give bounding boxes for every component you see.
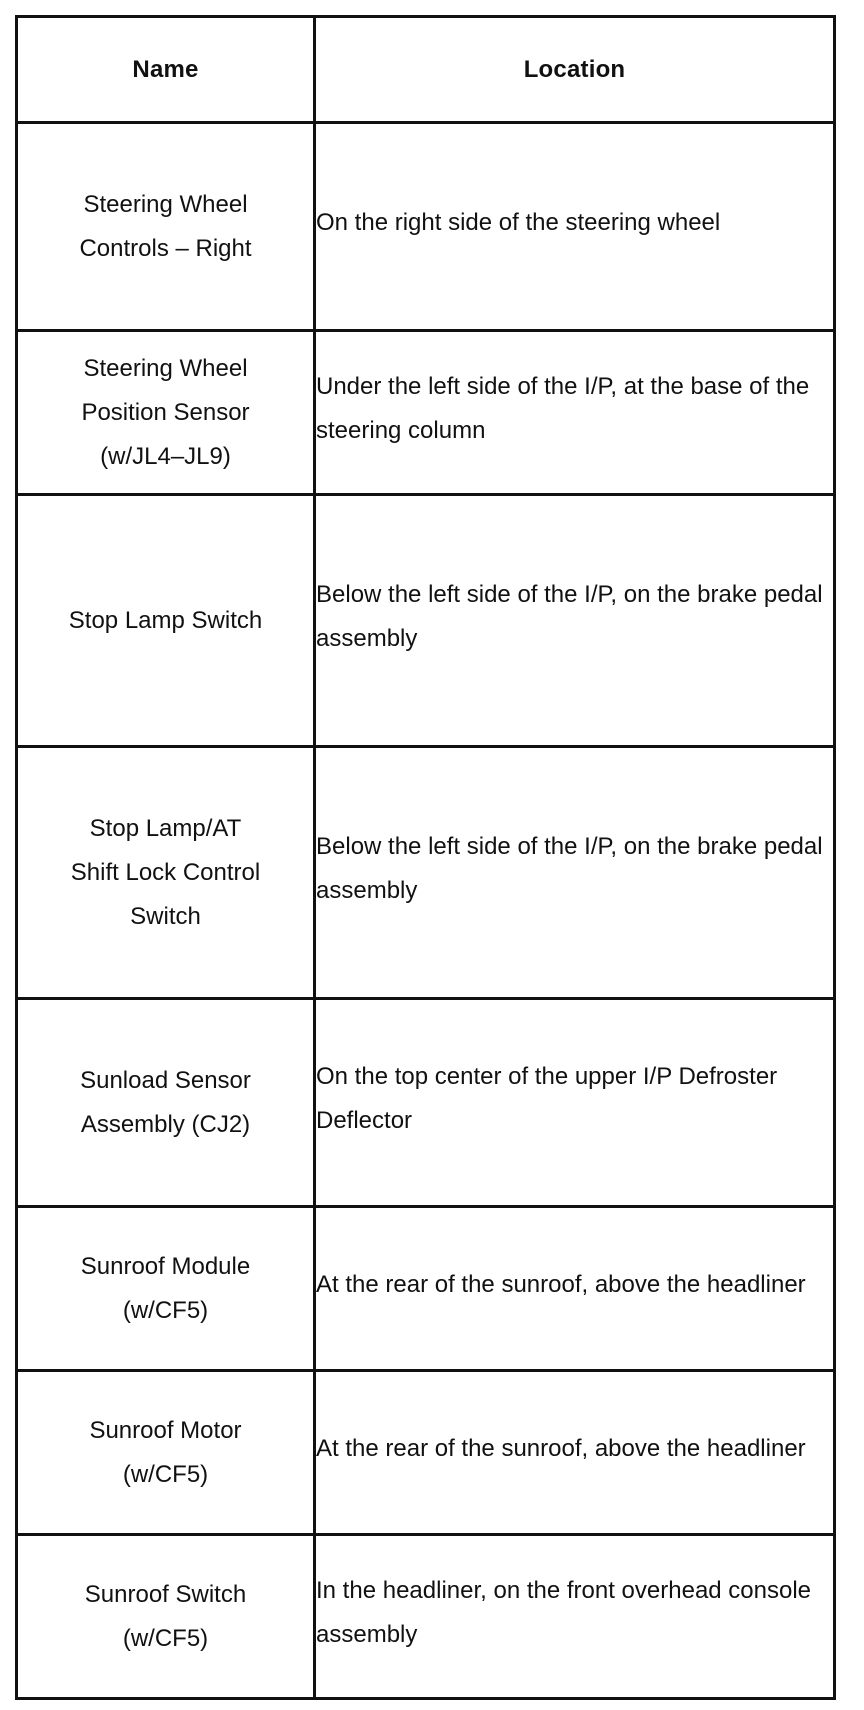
row-name: Sunroof Switch (w/CF5) bbox=[17, 1535, 315, 1699]
row-name: Steering Wheel Position Sensor (w/JL4–JL9) bbox=[17, 331, 315, 495]
row-name: Steering Wheel Controls – Right bbox=[17, 123, 315, 331]
table-row bbox=[17, 999, 835, 1207]
table-row bbox=[17, 747, 835, 999]
row-location: Below the left side of the I/P, on the brake pedal assembly bbox=[316, 832, 823, 904]
table-row bbox=[17, 1535, 835, 1699]
table-row bbox=[17, 495, 835, 747]
header-location: Location bbox=[315, 17, 835, 123]
component-location-table bbox=[15, 15, 836, 1700]
row-name: Stop Lamp/AT Shift Lock Control Switch bbox=[17, 747, 315, 999]
row-location: On the right side of the steering wheel bbox=[316, 208, 721, 236]
table-row bbox=[17, 1207, 835, 1371]
row-location: In the headliner, on the front overhead console assembly bbox=[316, 1576, 812, 1648]
row-name: Sunroof Module (w/CF5) bbox=[17, 1207, 315, 1371]
row-name: Sunload Sensor Assembly (CJ2) bbox=[17, 999, 315, 1207]
row-location: At the rear of the sunroof, above the headliner bbox=[316, 1434, 806, 1462]
row-location: Under the left side of the I/P, at the base of the steering column bbox=[316, 372, 810, 444]
row-name: Stop Lamp Switch bbox=[17, 495, 315, 747]
row-name: Sunroof Motor (w/CF5) bbox=[17, 1371, 315, 1535]
table-row bbox=[17, 123, 835, 331]
header-name: Name bbox=[17, 17, 315, 123]
table-row bbox=[17, 331, 835, 495]
row-location: On the top center of the upper I/P Defroster Deflector bbox=[316, 1062, 778, 1134]
table-row bbox=[17, 1371, 835, 1535]
row-location: Below the left side of the I/P, on the brake pedal assembly bbox=[316, 580, 823, 652]
table-header-row bbox=[17, 17, 835, 123]
row-location: At the rear of the sunroof, above the headliner bbox=[316, 1270, 806, 1298]
